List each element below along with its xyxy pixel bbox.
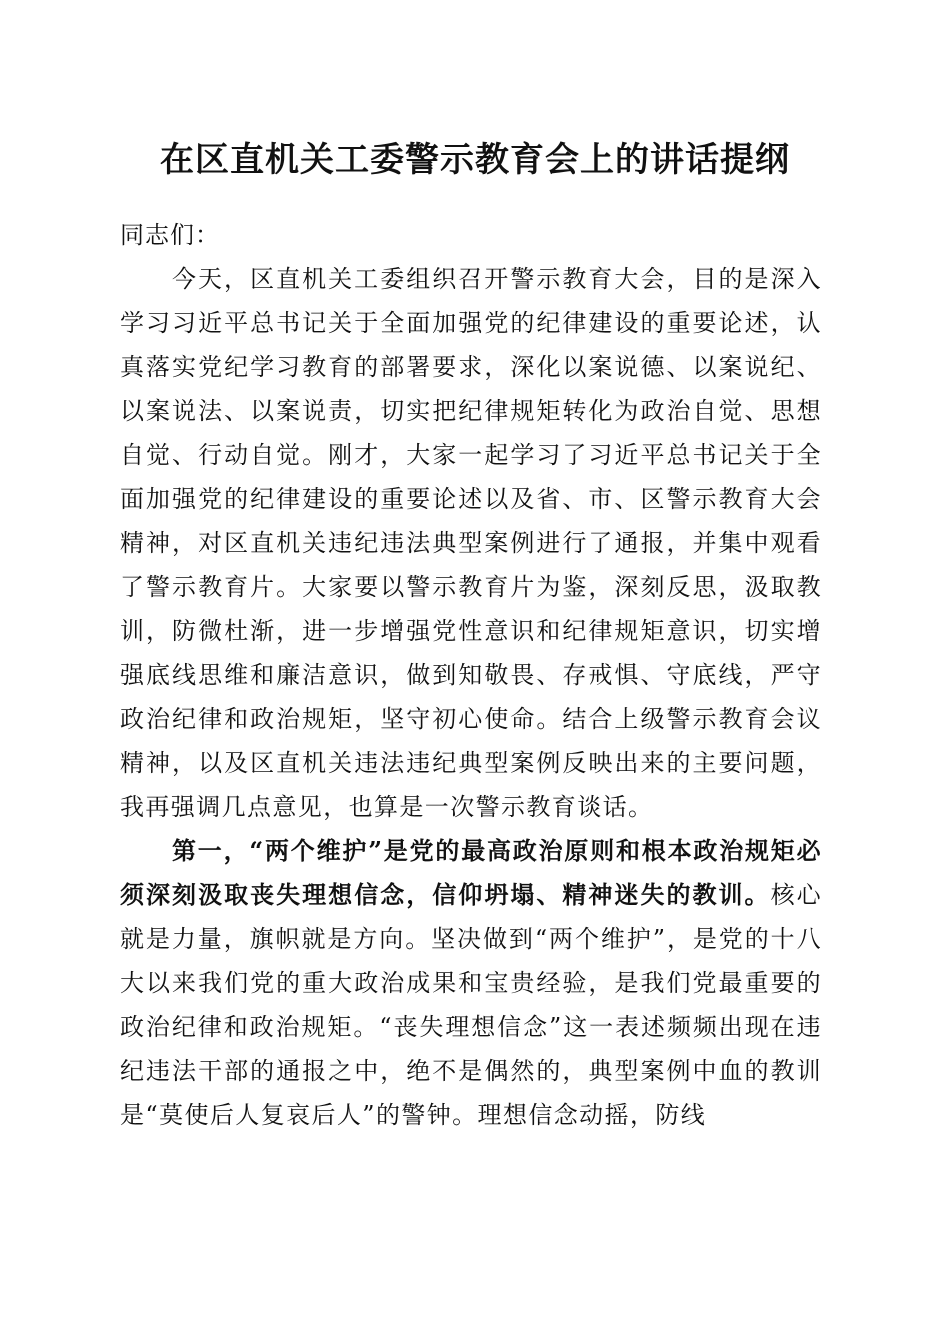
- document-body: [120, 213, 822, 1137]
- paragraph-first-point: [120, 829, 822, 1137]
- salutation: 同志们：: [120, 221, 220, 249]
- document-title: 在区直机关工委警示教育会上的讲话提纲: [160, 140, 790, 180]
- first-point-heading: 第一，“两个维护”是党的最高政治原则和根本政治规矩必须深刻汲取丧失理想信念，信仰坍塌、精神迷失的教训。: [120, 836, 822, 909]
- first-point-body: 核心就是力量，旗帜就是方向。坚决做到“两个维护”，是党的十八大以来我们党的重大政治成果和宝贵经验，是我们党最重要的政治纪律和政治规矩。“丧失理想信念”这一表述频频出现在违纪违法干部的通报之中，绝不是偶然的，典型案例中血的教训是“莫使后人复哀后人”的警钟。理想信念动摇，防线: [120, 881, 823, 1129]
- paragraph-intro: 今天，区直机关工委组织召开警示教育大会，目的是深入学习习近平总书记关于全面加强党的纪律建设的重要论述，认真落实党纪学习教育的部署要求，深化以案说德、以案说纪、以案说法、以案说责，切实把纪律规矩转化为政治自觉、思想自觉、行动自觉。刚才，大家一起学习了习近平总书记关于全面加强党的纪律建设的重要论述以及省、市、区警示教育大会精神，对区直机关违纪违法典型案例进行了通报，并集中观看了警示教育片。大家要以警示教育片为鉴，深刻反思，汲取教训，防微杜渐，进一步增强党性意识和纪律规矩意识，切实增强底线思维和廉洁意识，做到知敬畏、存戒惧、守底线，严守政治纪律和政治规矩，坚守初心使命。结合上级警示教育会议精神，以及区直机关违法违纪典型案例反映出来的主要问题，我再强调几点意见，也算是一次警示教育谈话。: [120, 265, 822, 821]
